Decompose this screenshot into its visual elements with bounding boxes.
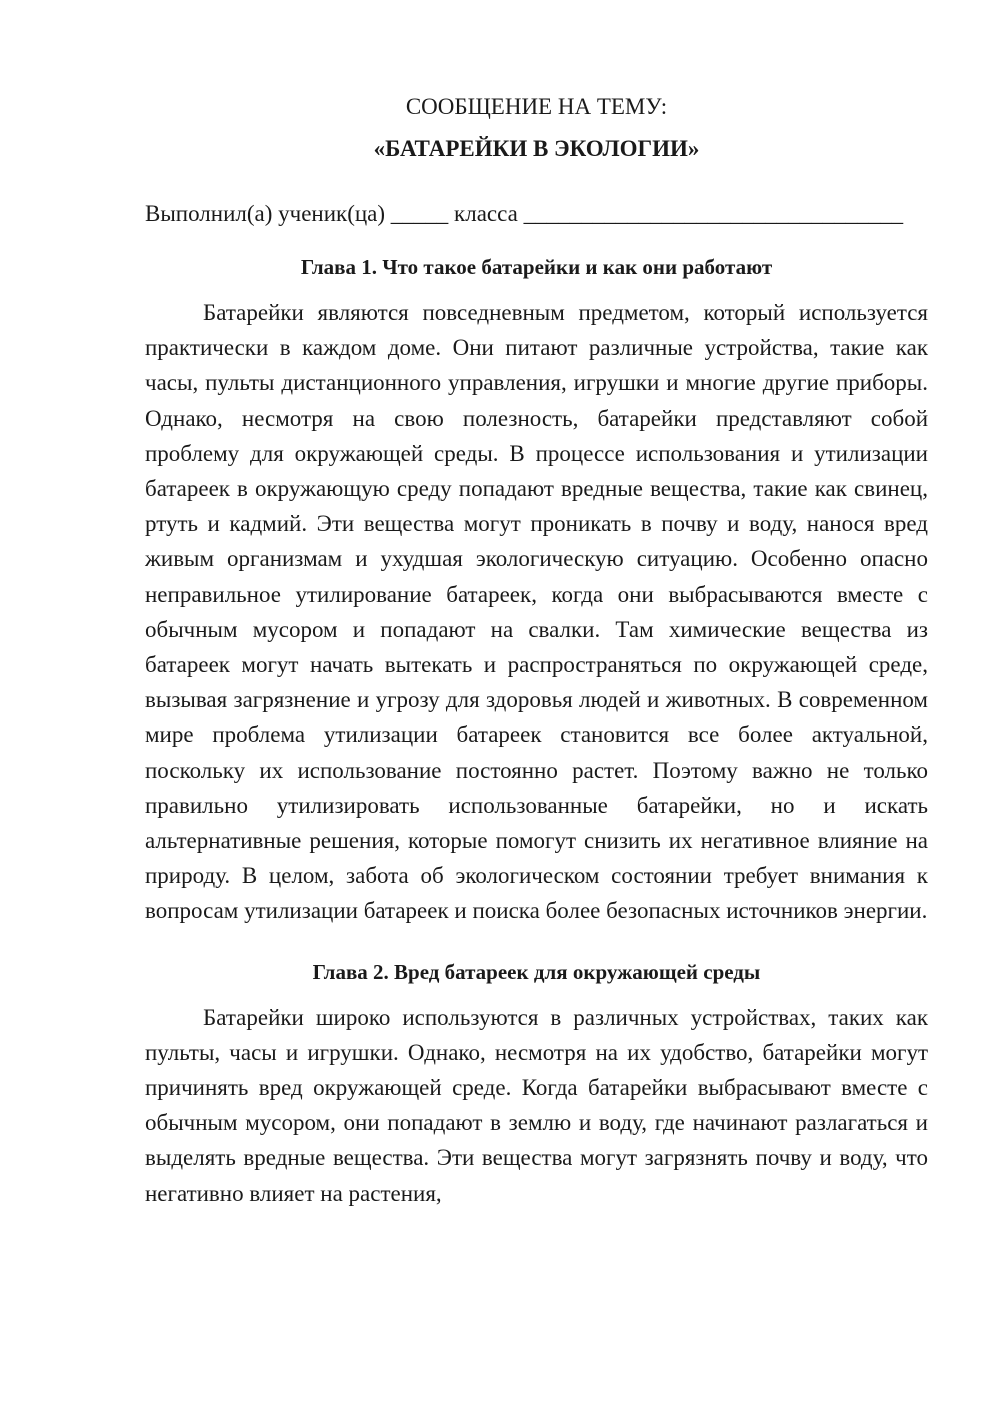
chapter-2-paragraph: Батарейки широко используются в различных устройствах, таких как пульты, часы и игрушки. Однако, несмотря на их удобство, батарейки могут причинять вред окружающей среде. Когда батарейки выбрасывают вместе с обычным мусором, они попадают в землю и воду, где начинают разлагаться и выделять вредные вещества. Эти вещества могут загрязнять почву и воду, что негативно влияет на растения, <box>145 1004 928 1206</box>
author-line: Выполнил(а) ученик(ца) _____ класса _________________________________ <box>145 201 904 226</box>
chapter-1-paragraph: Батарейки являются повседневным предметом, который используется практически в каждом доме. Они питают различные устройства, такие как часы, пульты дистанционного управления, игрушки и многие другие приборы. Однако, несмотря на свою полезность, батарейки представляют собой проблему для окружающей среды. В процессе использования и утилизации батареек в окружающую среду попадают вредные вещества, такие как свинец, ртуть и кадмий. Эти вещества могут проникать в почву и воду, нанося вред живым организмам и ухудшая экологическую ситуацию. Особенно опасно неправильное утилирование батареек, когда они выбрасываются вместе с обычным мусором и попадают на свалки. Там химические вещества из батареек могут начать вытекать и распространяться по окружающей среде, вызывая загрязнение и угрозу для здоровья людей и животных. В современном мире проблема утилизации батареек становится все более актуальной, поскольку их использование постоянно растет. Поэтому важно не только правильно утилизировать использованные батарейки, но и искать альтернативные решения, которые помогут снизить их негативное влияние на природу. В целом, забота об экологическом состоянии требует внимания к вопросам утилизации батареек и поиска более безопасных источников энергии. <box>145 300 928 924</box>
document-page <box>145 90 928 1211</box>
chapter-1-heading: Глава 1. Что такое батарейки и как они работают <box>300 255 773 279</box>
chapter-2-heading: Глава 2. Вред батареек для окружающей среды <box>312 959 761 984</box>
document-topic: «БАТАРЕЙКИ В ЭКОЛОГИИ» <box>373 136 700 161</box>
document-title: СООБЩЕНИЕ НА ТЕМУ: <box>405 94 668 119</box>
